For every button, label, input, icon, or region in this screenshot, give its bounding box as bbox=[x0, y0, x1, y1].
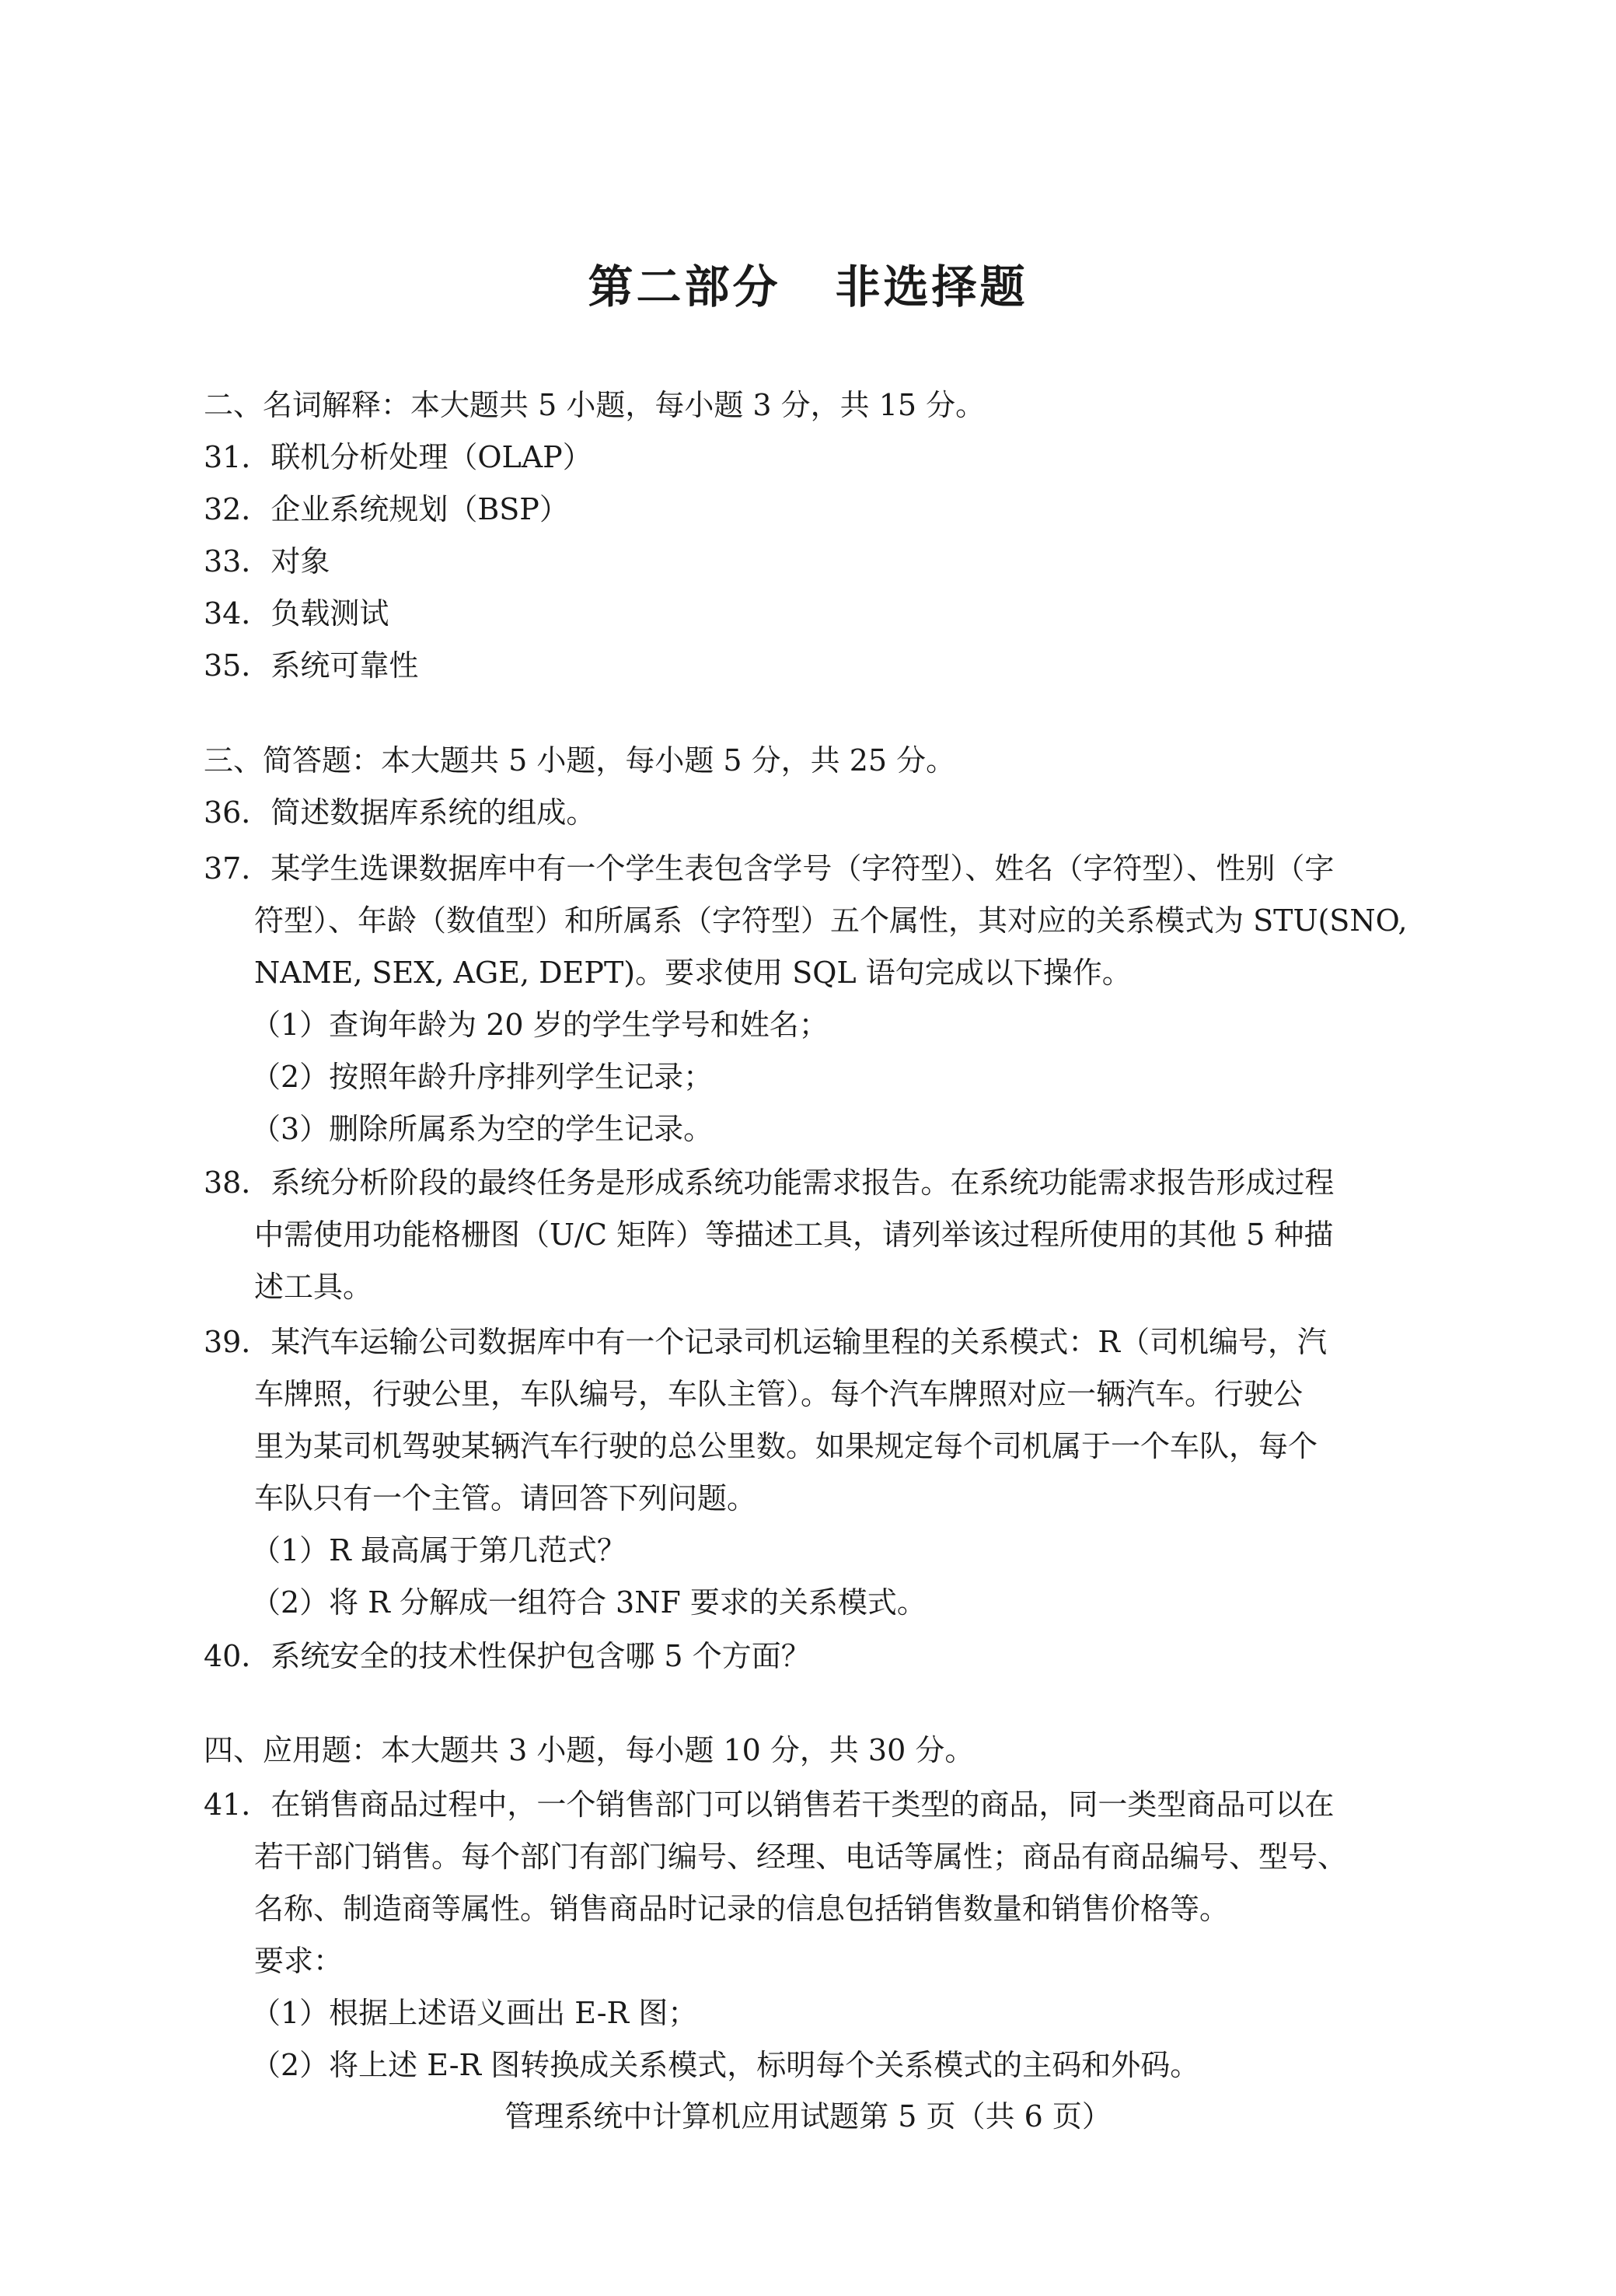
part-title-left: 第二部分 bbox=[588, 260, 781, 313]
question-41-line-1: 41．在销售商品过程中，一个销售部门可以销售若干类型的商品，同一类型商品可以在 bbox=[204, 1788, 1335, 1822]
question-37-line-3: NAME, SEX, AGE, DEPT)。要求使用 SQL 语句完成以下操作。 bbox=[254, 956, 1132, 990]
question-39-line-4: 车队只有一个主管。请回答下列问题。 bbox=[254, 1481, 757, 1515]
question-38-line-3: 述工具。 bbox=[254, 1270, 373, 1304]
question-41-sub-2: （2）将上述 E-R 图转换成关系模式，标明每个关系模式的主码和外码。 bbox=[251, 2048, 1200, 2082]
part-title bbox=[0, 250, 1616, 316]
question-37-sub-1: （1）查询年龄为 20 岁的学生学号和姓名； bbox=[251, 1008, 829, 1042]
section-four-heading: 四、应用题：本大题共 3 小题，每小题 10 分，共 30 分。 bbox=[204, 1733, 975, 1767]
question-41-line-2: 若干部门销售。每个部门有部门编号、经理、电话等属性；商品有商品编号、型号、 bbox=[254, 1840, 1348, 1874]
question-37-sub-2: （2）按照年龄升序排列学生记录； bbox=[251, 1060, 714, 1094]
question-37-line-1: 37．某学生选课数据库中有一个学生表包含学号（字符型）、姓名（字符型）、性别（字 bbox=[204, 851, 1335, 886]
section-two-heading: 二、名词解释：本大题共 5 小题，每小题 3 分，共 15 分。 bbox=[204, 388, 986, 422]
question-39-sub-2: （2）将 R 分解成一组符合 3NF 要求的关系模式。 bbox=[251, 1585, 927, 1620]
question-41-sub-1: （1）根据上述语义画出 E-R 图； bbox=[251, 1996, 698, 2030]
question-34: 34．负载测试 bbox=[204, 596, 389, 631]
question-31: 31．联机分析处理（OLAP） bbox=[204, 440, 592, 474]
part-title-right: 非选择题 bbox=[835, 260, 1028, 313]
question-41-line-4: 要求： bbox=[254, 1944, 344, 1978]
question-33: 33．对象 bbox=[204, 544, 330, 578]
question-39-line-2: 车牌照，行驶公里，车队编号，车队主管）。每个汽车牌照对应一辆汽车。行驶公 bbox=[254, 1377, 1304, 1411]
question-39-line-3: 里为某司机驾驶某辆汽车行驶的总公里数。如果规定每个司机属于一个车队，每个 bbox=[254, 1429, 1318, 1463]
question-37-sub-3: （3）删除所属系为空的学生记录。 bbox=[251, 1112, 714, 1146]
question-41-line-3: 名称、制造商等属性。销售商品时记录的信息包括销售数量和销售价格等。 bbox=[254, 1892, 1230, 1926]
question-37-line-2: 符型）、年龄（数值型）和所属系（字符型）五个属性，其对应的关系模式为 STU(SNO, bbox=[254, 903, 1408, 938]
question-35: 35．系统可靠性 bbox=[204, 648, 419, 683]
question-32: 32．企业系统规划（BSP） bbox=[204, 492, 569, 526]
page-footer: 管理系统中计算机应用试题第 5 页（共 6 页） bbox=[504, 2099, 1112, 2133]
section-three-heading: 三、简答题：本大题共 5 小题，每小题 5 分，共 25 分。 bbox=[204, 743, 956, 778]
question-39-sub-1: （1）R 最高属于第几范式？ bbox=[251, 1533, 627, 1567]
question-39-line-1: 39．某汽车运输公司数据库中有一个记录司机运输里程的关系模式：R（司机编号，汽 bbox=[204, 1325, 1327, 1359]
question-38-line-1: 38．系统分析阶段的最终任务是形成系统功能需求报告。在系统功能需求报告形成过程 bbox=[204, 1165, 1335, 1200]
question-38-line-2: 中需使用功能格栅图（U/C 矩阵）等描述工具，请列举该过程所使用的其他 5 种描 bbox=[254, 1218, 1334, 1252]
question-40: 40．系统安全的技术性保护包含哪 5 个方面？ bbox=[204, 1639, 811, 1673]
question-36: 36．简述数据库系统的组成。 bbox=[204, 795, 596, 830]
